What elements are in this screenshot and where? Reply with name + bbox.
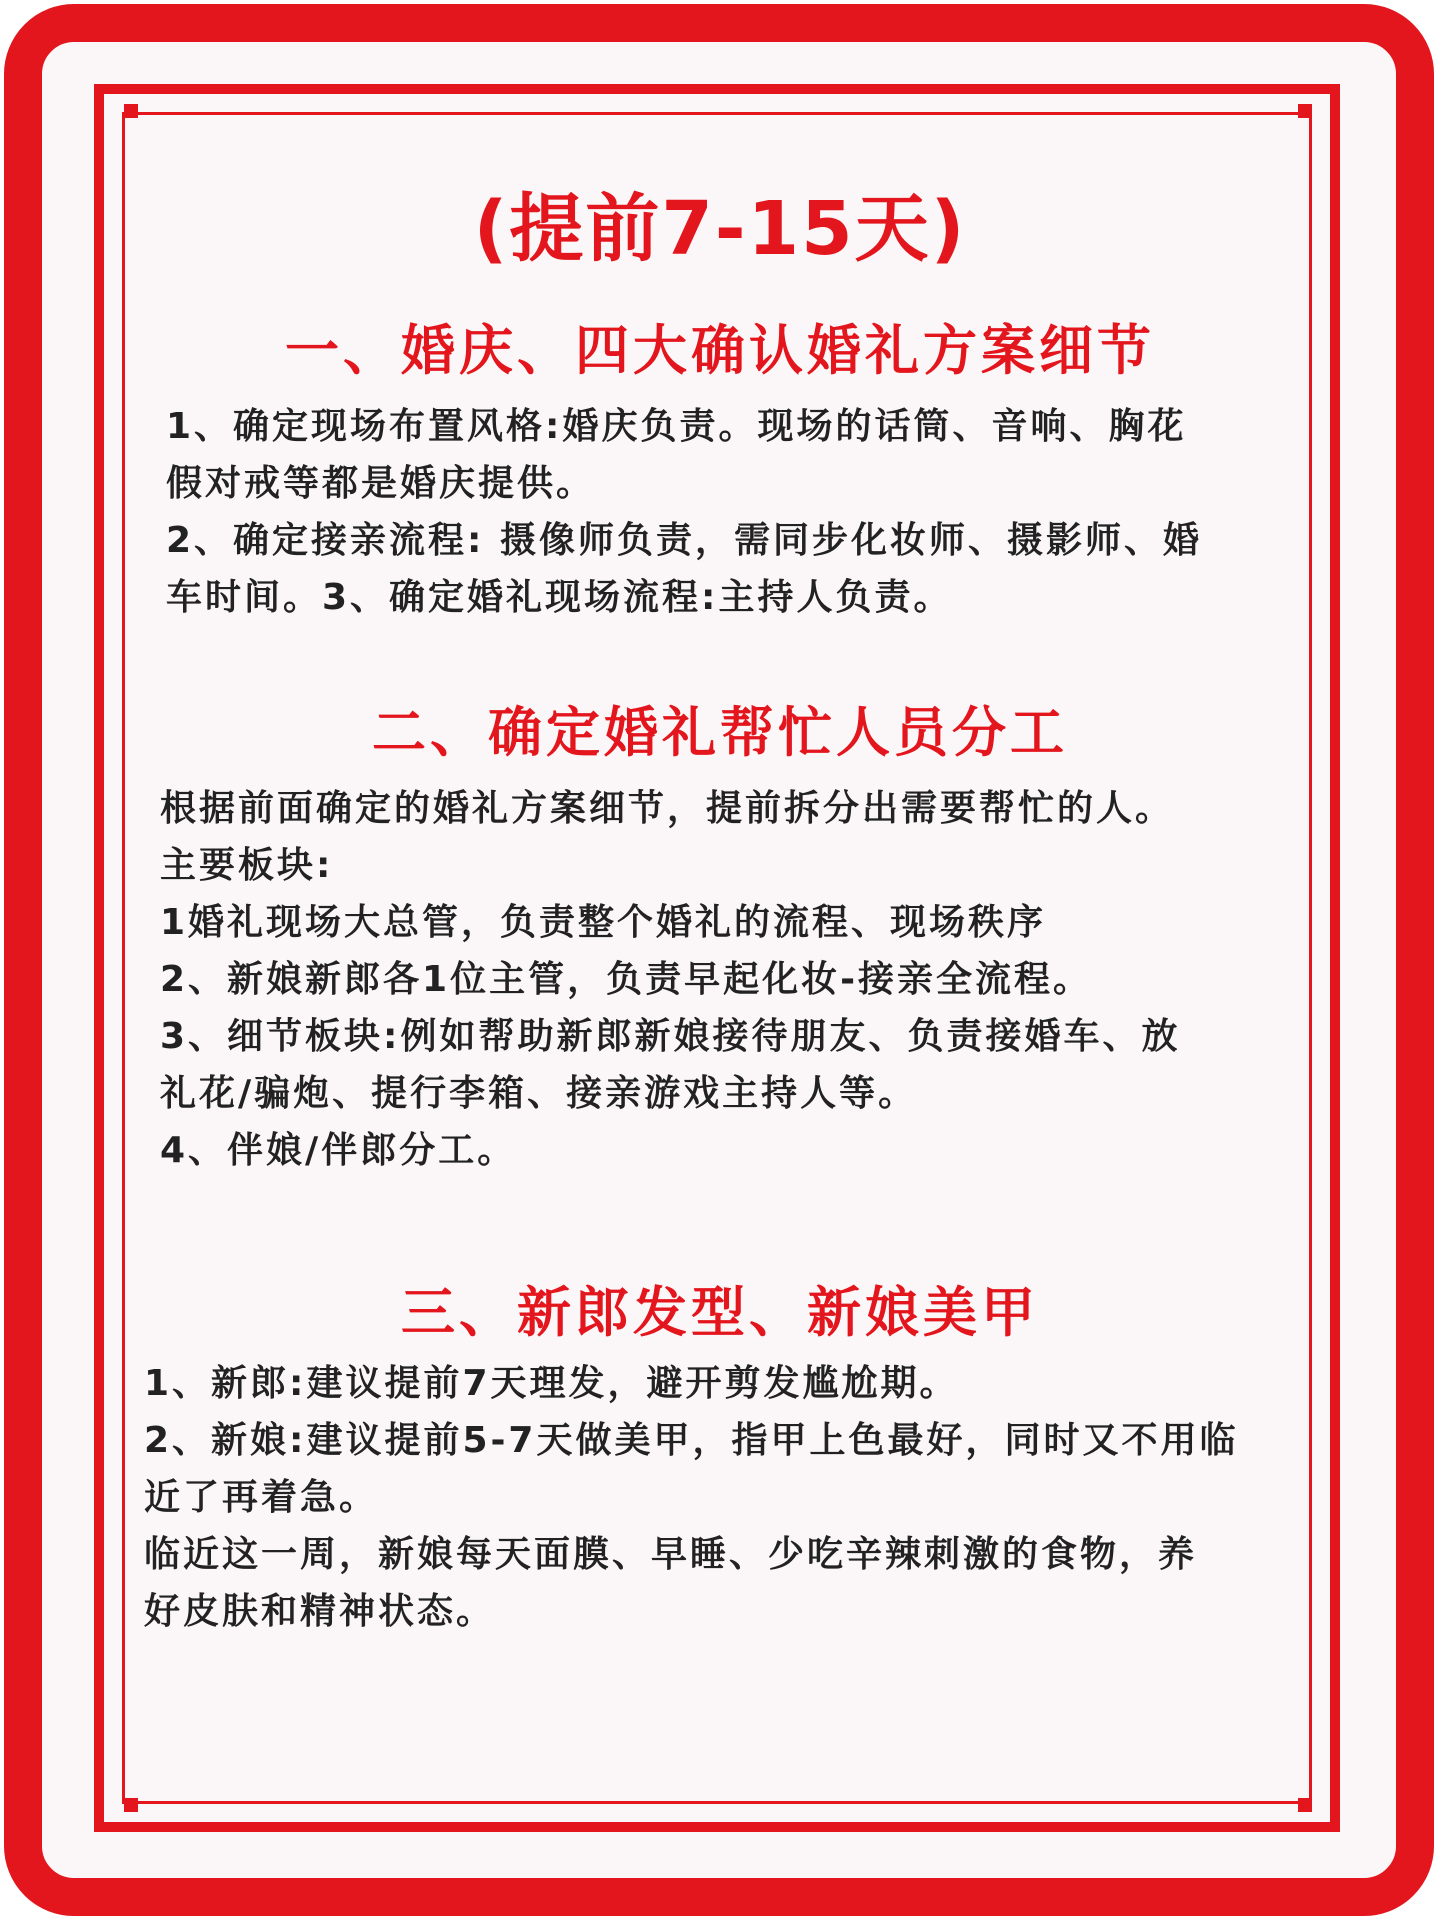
section-2-line: 2、新娘新郎各1位主管，负责早起化妆-接亲全流程。 bbox=[160, 959, 1093, 1000]
section-2-line: 根据前面确定的婚礼方案细节，提前拆分出需要帮忙的人。 bbox=[160, 788, 1175, 829]
section-1-line: 车时间。3、确定婚礼现场流程:主持人负责。 bbox=[166, 577, 953, 618]
section-2-heading: 二、确定婚礼帮忙人员分工 bbox=[372, 701, 1068, 764]
section-3-line: 临近这一周，新娘每天面膜、早睡、少吃辛辣刺激的食物，养 bbox=[144, 1534, 1198, 1575]
section-3-line: 1、新郎:建议提前7天理发，避开剪发尴尬期。 bbox=[144, 1363, 959, 1404]
page-title: (提前7-15天) bbox=[473, 186, 967, 272]
document-content bbox=[130, 150, 1310, 1790]
section-3-body bbox=[144, 1355, 1239, 1640]
section-2-body bbox=[160, 780, 1180, 1179]
section-3-line: 2、新娘:建议提前5-7天做美甲，指甲上色最好，同时又不用临 bbox=[144, 1420, 1239, 1461]
corner-ornament-top-right bbox=[1298, 104, 1312, 118]
section-1-heading: 一、婚庆、四大确认婚礼方案细节 bbox=[285, 319, 1155, 382]
corner-ornament-top-left bbox=[124, 104, 138, 118]
section-3-heading: 三、新郎发型、新娘美甲 bbox=[401, 1281, 1039, 1344]
corner-ornament-bottom-left bbox=[124, 1798, 138, 1812]
section-1-line: 假对戒等都是婚庆提供。 bbox=[166, 463, 596, 504]
corner-ornament-bottom-right bbox=[1298, 1798, 1312, 1812]
section-2-line: 4、伴娘/伴郎分工。 bbox=[160, 1130, 517, 1171]
section-2-line: 3、细节板块:例如帮助新郎新娘接待朋友、负责接婚车、放 bbox=[160, 1016, 1181, 1057]
section-3-line: 好皮肤和精神状态。 bbox=[144, 1591, 496, 1632]
section-2-line: 礼花/骗炮、提行李箱、接亲游戏主持人等。 bbox=[160, 1073, 918, 1114]
section-2-line: 主要板块: bbox=[160, 845, 334, 886]
section-1-line: 2、确定接亲流程: 摄像师负责，需同步化妆师、摄影师、婚 bbox=[166, 520, 1202, 561]
section-1-line: 1、确定现场布置风格:婚庆负责。现场的话筒、音响、胸花 bbox=[166, 406, 1187, 447]
section-1-body bbox=[166, 398, 1202, 626]
section-3-line: 近了再着急。 bbox=[144, 1477, 379, 1518]
section-2-line: 1婚礼现场大总管，负责整个婚礼的流程、现场秩序 bbox=[160, 902, 1047, 943]
